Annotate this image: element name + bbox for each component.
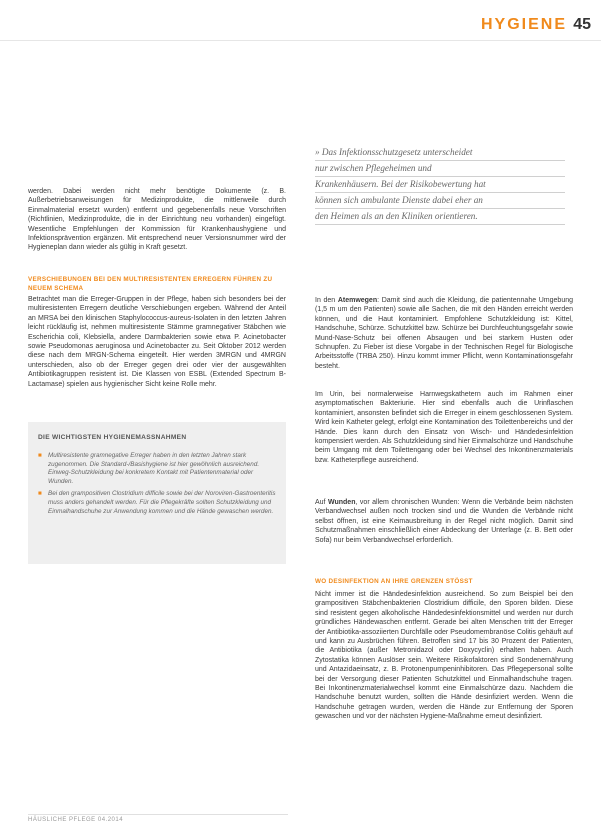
pull-quote-line: Krankenhäusern. Bei der Risikobewertung hat [315, 177, 565, 193]
subheading-desinfektion: WO DESINFEKTION AN IHRE GRENZEN STÖSST [315, 578, 473, 585]
footer-divider [28, 814, 288, 815]
intro-paragraph: werden. Dabei werden nicht mehr benötigte Dokumente (z. B. Außerbetriebsanweisungen für Medizinprodukte, die mittlerweile durch Einmalmaterial ersetzt wurden) entfernt und gegebenenfalls neue Vorschriften (Richtlinien, Medizinprodukte, die in der Einrichtung neu vorhanden) eingefügt. Wesentliche Empfehlungen der Kommission für Krankenhaushygiene und Infektionsprävention ergänzen. Mit entsprechend neuer Versionsnummer wird der Hygieneplan dann wieder als gültig in Kraft gesetzt. [28, 188, 286, 252]
box-item-text: Bei den grampositiven Clostridium difficile sowie bei der Noroviren-Gastroenteritis muss anders gehandelt werden. Für die Pflegekräfte sollten Schutzkleidung und Einmalhandschuhe zur Anwendung kommen und die Hände gewaschen werden. [48, 490, 276, 515]
wunden-bold: Wunden [328, 499, 356, 506]
wunden-text: , vor allem chronischen Wunden: Wenn die Verbände beim nächsten Verbandwechsel außen noch trocken sind und die Wunden die Verbände nicht selbst öffnen, ist eine Keimausbreitung in der Regel nicht möglich. Damit sind Schutzmaßnahmen einschließlich einer Abdeckung der Unterlage (z. B. Bett oder Sofa) nur beim Verbandwechsel erforderlich. [315, 499, 573, 544]
pull-quote-line: » Das Infektionsschutzgesetz unterscheidet [315, 145, 565, 161]
atemwege-text: : Damit sind auch die Kleidung, die patientennahe Umgebung (1,5 m um den Patienten) sowie alle Sachen, die mit den Händen erreicht werden können, und die Haut kontaminiert. Empfohlene Schutzkleidung ist: Kittel, Handschuhe, Schürze. Schutzkittel bzw. Schürze bei Durchfeuchtungsgefahr sowie Mund-Nase-Schutz bei offenen Absaugen und bei starkem Husten oder Schnupfen. Zu Fieber ist diese Vorgabe in der Technischen Regel für Biologische Arbeitsstoffe (TRBA 250). Hinzu kommt immer Pflicht, wenn Kontaminationsgefahr besteht. [315, 297, 573, 370]
bullet-icon: ■ [38, 452, 42, 459]
footer-text: HÄUSLICHE PFLEGE 04.2014 [28, 817, 124, 823]
pull-quote [315, 145, 565, 225]
header-divider [0, 40, 601, 41]
paragraph-desinfektion: Nicht immer ist die Händedesinfektion ausreichend. So zum Beispiel bei den grampositiven Stäbchenbakterien Clostridium difficile, den Sporen bilden. Diese sind resistent gegen alkoholische Händedesinfektionsmittel und werden nur durch gründliches Händewaschen entfernt. Gerade bei alten Menschen tritt der Erreger der Antibiotika-assoziierten Durchfälle oder Pseudomembranöse Colitis gehäuft auf und kann zu Ausbrüchen führen. Betroffen sind 17 bis 30 Prozent der Patienten, die Antibiotika (außer Metronidazol oder Doxycyclin) erhalten haben. Auch Zytostatika können Auslöser sein. Weitere Risikofaktoren sind Sondenernährung und Antazidaeinsatz, z. B. Protonenpumpeninhibitoren. Das Pflegepersonal sollte bei der Versorgung dieser Patienten Schutzkittel und Einmalhandschuhe tragen. Bei Inkontinenzmaterialwechsel kommt eine Einmalschürze dazu. Nachdem die Handschuhe benutzt wurden, sollten die Hände desinfiziert werden. Wenn die Handschuhe getragen wurden, werden die Hände zur Entfernung der Sporen gewaschen und vor der nächsten Hygiene-Maßnahme erneut desinfiziert. [315, 591, 573, 721]
atemwege-bold: Atemwegen [337, 297, 378, 304]
section-title: HYGIENE [480, 16, 567, 33]
pull-quote-line: können sich ambulante Dienste dabei eher an [315, 193, 565, 209]
paragraph-mrgn: Betrachtet man die Erreger-Gruppen in der Pflege, haben sich besonders bei der multiresistenten Erregern deutliche Verschiebungen ergeben. Während der Anteil an MRSA bei den klinischen Staphylococcus-aureus-Isolaten in den letzten Jahren leicht rückläufig ist, nehmen multiresistente Stämme gramnegativer Stäbchen wie Escherichia coli, Klebsiella, andere Darmbakterien sowie etwa P. Acinetobacter sowie Pseudomonas aeruginosa und Acinetobacter zu. Seit Oktober 2012 werden diese nach dem MRGN-Schema eingeteilt. Hier werden 3MRGN und 4MRGN unterschieden, also ob der Erreger gegen drei oder vier der ausgewählten Antibiotikagruppen resistent ist. Die Klassen von ESBL (Extended Spectrum B-Lactamase) spielen aus hygienischer Sicht keine Rolle mehr. [28, 296, 286, 388]
box-title: DIE WICHTIGSTEN HYGIENEMASSNAHMEN [38, 434, 187, 441]
pull-quote-line: den Heimen als an den Kliniken orientieren. [315, 209, 565, 225]
bullet-icon: ■ [38, 490, 42, 498]
wunden-start: Auf [315, 499, 328, 506]
page-number: 45 [573, 16, 591, 33]
pull-quote-line: nur zwischen Pflegeheimen und [315, 161, 565, 177]
atemwege-start: In den [315, 297, 338, 304]
box-list [38, 452, 278, 520]
paragraph-atemwege [315, 296, 573, 371]
box-item-text: Multiresistente gramnegative Erreger haben in den letzten Jahren stark zugenommen. Die Standard-/Basishygiene ist hier gewöhnlich ausreichend. Einweg-Schutzkleidung bei konkretem Kontakt mit Patientenmaterial oder Wunden. [48, 452, 260, 485]
paragraph-wunden [315, 498, 573, 545]
box-list-item [38, 490, 278, 516]
hygiene-measures-box [28, 422, 286, 564]
box-list-item [38, 452, 278, 486]
paragraph-urin: Im Urin, bei normalerweise Harnwegskathetern auch im Rahmen einer asymptomatischen Bakteriurie. Hier sind ebenfalls auch die Urinflaschen kontaminiert, ansonsten befindet sich die Erreger in einem geschlossenen System. Wird kein Katheter gelegt, erfolgt eine Kontamination des Toilettenbereichs und der Hände. Dies kann durch den Einsatz von Wisch- und Händedesinfektion kompensiert werden. Als Schutzkleidung sind hier Einmalschürze und Handschuhe beim Umgang mit dem Toilettengang oder bei Wechsel des Inkontinenzmaterials bzw. Katheterpflege ausreichend. [315, 391, 573, 464]
subheading-mrgn: VERSCHIEBUNGEN BEI DEN MULTIRESISTENTEN ERREGERN FÜHREN ZU NEUEM SCHEMA [28, 276, 273, 292]
